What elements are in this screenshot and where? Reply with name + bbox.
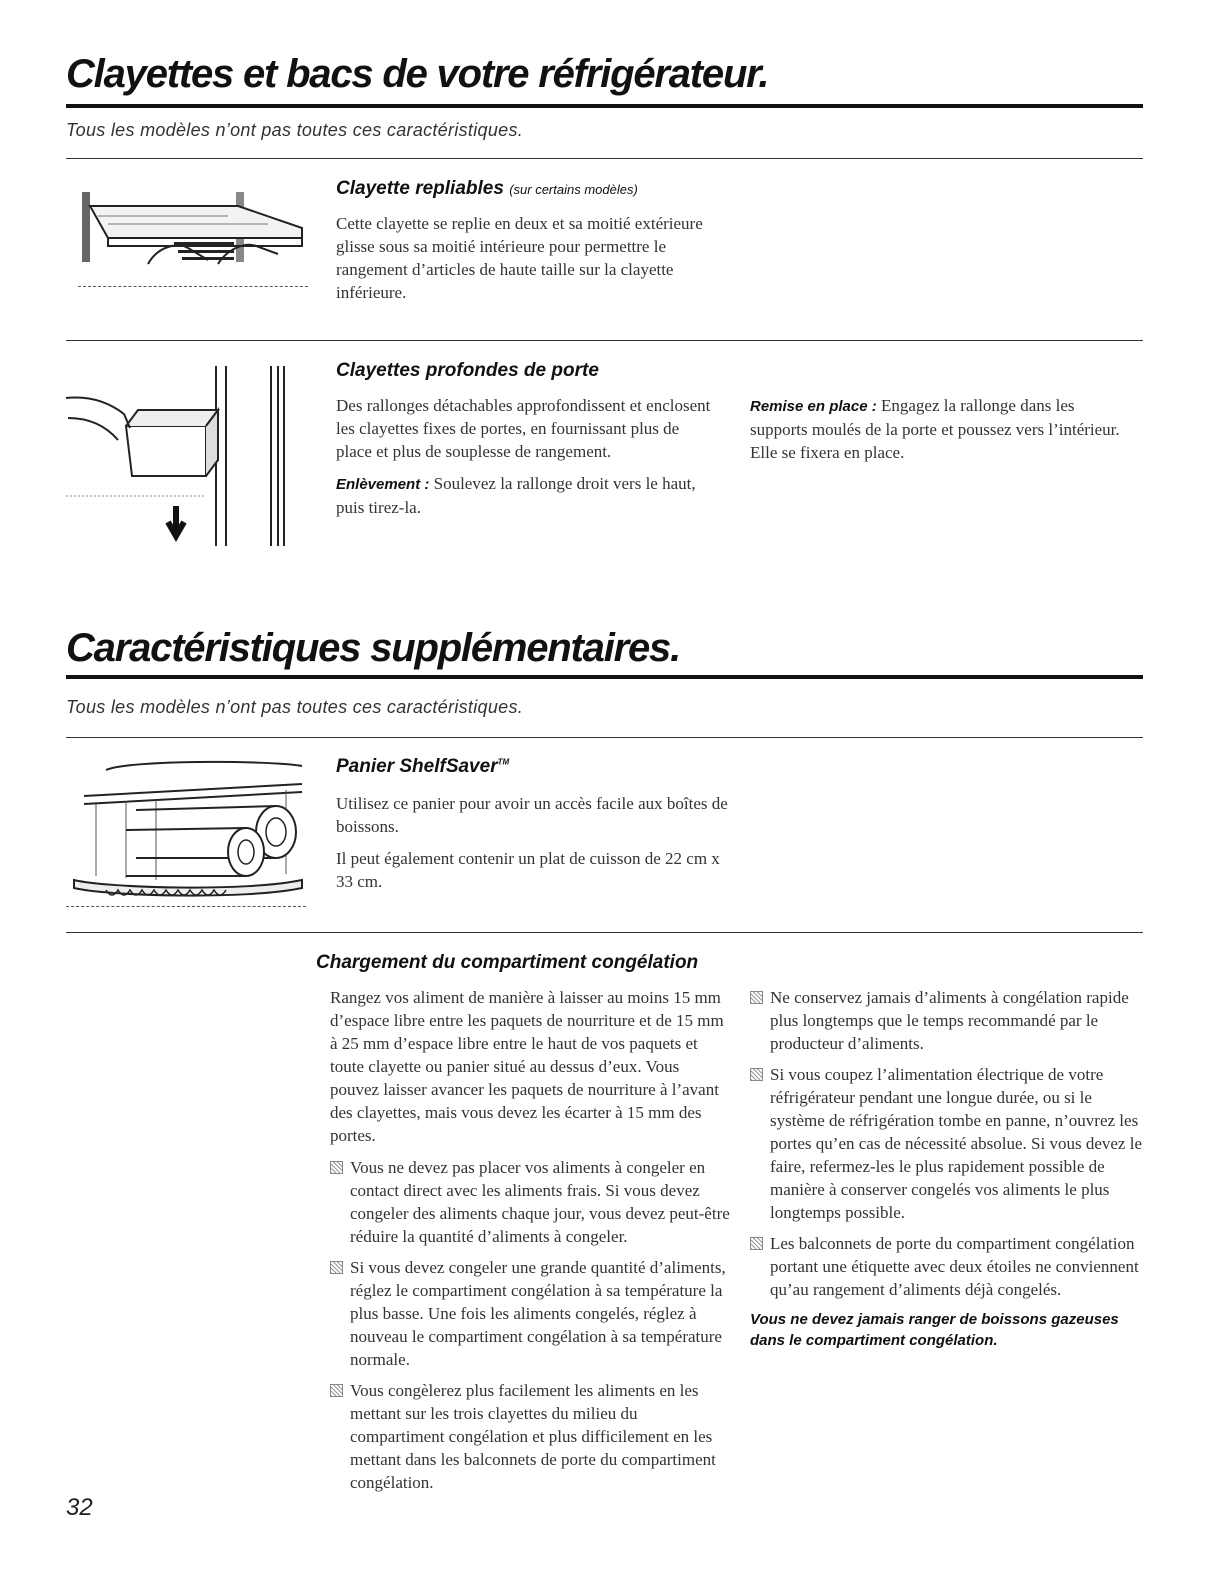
shelfsaver-text (336, 792, 736, 902)
freezer-bullet (330, 1256, 730, 1371)
folding-shelf-text: Cette clayette se replie en deux et sa moitié extérieure glisse sous sa moitié intérieure pour permettre le rangement d’articles de haute taille sur la clayette inférieure. (336, 214, 703, 302)
shelfsaver-text-1: Utilisez ce panier pour avoir un accès facile aux boîtes de boissons. (336, 794, 728, 836)
bullet-icon (750, 1237, 763, 1250)
heading-door-shelves: Clayettes profondes de porte (336, 360, 599, 381)
title-rule (66, 104, 1143, 108)
divider (66, 737, 1143, 738)
freezer-bullet (750, 1232, 1145, 1301)
shelfsaver-text-2: Il peut également contenir un plat de cuisson de 22 cm x 33 cm. (336, 849, 720, 891)
bullet-icon (750, 991, 763, 1004)
heading-folding-shelf-note: (sur certains modèles) (509, 182, 638, 197)
replace-label: Remise en place : (750, 398, 877, 415)
freezer-column-left (330, 986, 730, 1502)
folding-shelf-icon (78, 176, 308, 286)
bullet-text: Ne conservez jamais d’aliments à congélation rapide plus longtemps que le temps recommandé par le producteur d’aliments. (770, 988, 1129, 1053)
can-rack-icon (66, 756, 306, 906)
heading-folding-shelf (336, 178, 638, 200)
divider (66, 932, 1143, 933)
freezer-warning: Vous ne devez jamais ranger de boissons gazeuses dans le compartiment congélation. (750, 1311, 1119, 1349)
section-subtitle: Tous les modèles n’ont pas toutes ces caractéristiques. (66, 697, 524, 717)
heading-shelfsaver-text: Panier ShelfSaver (336, 756, 498, 777)
door-shelf-icon (66, 356, 306, 552)
heading-shelfsaver (336, 756, 509, 778)
bullet-icon (330, 1161, 343, 1174)
heading-freezer-loading: Chargement du compartiment congélation (316, 952, 699, 973)
door-shelf-illustration (66, 356, 306, 552)
title-rule (66, 675, 1143, 679)
freezer-bullet (750, 1063, 1145, 1224)
divider (66, 340, 1143, 341)
bullet-icon (330, 1261, 343, 1274)
replace-paragraph (750, 394, 1135, 464)
bullet-text: Vous ne devez pas placer vos aliments à congeler en contact direct avec les aliments frais. Si vous devez congeler des aliments chaque jour, vous devez peut-être réduire la quantité d’aliments à congeler. (350, 1158, 730, 1246)
bullet-text: Si vous coupez l’alimentation électrique de votre réfrigérateur pendant une longue durée, ou si le système de réfrigération tombe en panne, n’ouvrez les portes qu’en cas de nécessité absolue. Si vous devez le faire, refermez-les le plus rapidement possible de manière à conserver congelés vos aliments le plus longtemps possible. (770, 1065, 1142, 1222)
freezer-bullet (750, 986, 1145, 1055)
heading-folding-shelf-text: Clayette repliables (336, 178, 504, 199)
removal-label: Enlèvement : (336, 476, 430, 493)
door-shelves-column-left (336, 394, 716, 528)
page-number: 32 (66, 1494, 93, 1521)
door-shelves-column-right (750, 394, 1135, 473)
replace-text: Engagez la rallonge dans les supports moulés de la porte et poussez vers l’intérieur. Elle se fixera en place. (750, 396, 1120, 462)
bullet-icon (750, 1068, 763, 1081)
section-title-shelves: Clayettes et bacs de votre réfrigérateur. (66, 52, 769, 96)
bullet-icon (330, 1384, 343, 1397)
freezer-bullet (330, 1156, 730, 1248)
can-rack-illustration (66, 756, 306, 907)
door-shelves-text: Des rallonges détachables approfondissent et enclosent les clayettes fixes de portes, en fournissant plus de place et plus de souplesse de rangement. (336, 396, 711, 461)
bullet-text: Si vous devez congeler une grande quantité d’aliments, réglez le compartiment congélation à sa température la plus basse. Une fois les aliments congelés, réglez à nouveau le compartiment congélation à sa température normale. (350, 1258, 726, 1369)
bullet-text: Les balconnets de porte du compartiment congélation portant une étiquette avec deux étoiles ne conviennent qu’au rangement d’aliments déjà congelés. (770, 1234, 1139, 1299)
freezer-bullet (330, 1379, 730, 1494)
freezer-column-right (750, 986, 1145, 1351)
section-subtitle: Tous les modèles n’ont pas toutes ces caractéristiques. (66, 120, 524, 140)
folding-shelf-illustration (78, 176, 308, 287)
section-title-features: Caractéristiques supplémentaires. (66, 626, 680, 670)
freezer-intro: Rangez vos aliment de manière à laisser au moins 15 mm d’espace libre entre les paquets de nourriture et de 15 mm à 25 mm d’espace libre entre le haut de vos paquets et toute clayette ou panier situé au dessus d’eux. Vous pouvez laisser avancer les paquets de nourriture à l’avant des clayettes, mais vous devez les écarter à 15 mm des portes. (330, 988, 724, 1145)
removal-text: Soulevez la rallonge droit vers le haut, puis tirez-la. (336, 474, 696, 517)
divider (66, 158, 1143, 159)
removal-paragraph (336, 472, 716, 519)
bullet-text: Vous congèlerez plus facilement les aliments en les mettant sur les trois clayettes du milieu du compartiment congélation et plus difficilement en les mettant dans les balconnets de porte du compartiment congélation. (350, 1381, 716, 1492)
trademark-mark: TM (497, 757, 510, 767)
